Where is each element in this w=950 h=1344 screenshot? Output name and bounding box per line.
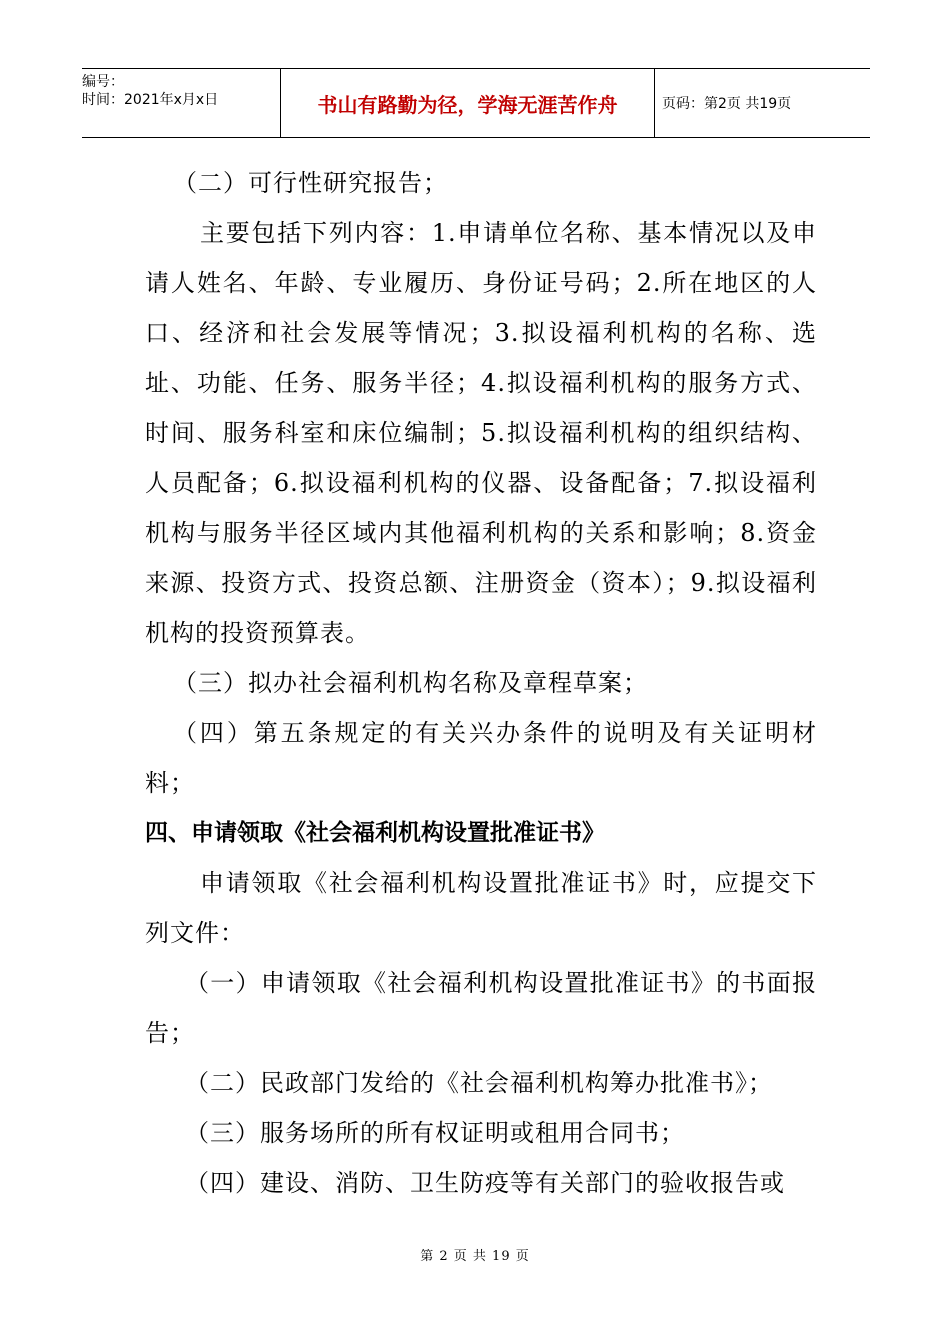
- page-header: [82, 68, 870, 138]
- page-footer: 第 2 页 共 19 页: [420, 1249, 530, 1264]
- paragraph-main-contents: 主要包括下列内容：1.申请单位名称、基本情况以及申请人姓名、年龄、专业履历、身份证号码；2.所在地区的人口、经济和社会发展等情况；3.拟设福利机构的名称、选址、功能、任务、服务半径；4.拟设福利机构的服务方式、时间、服务科室和床位编制；5.拟设福利机构的组织结构、人员配备；6.拟设福利机构的仪器、设备配备；7.拟设福利机构与服务半径区域内其他福利机构的关系和影响；8.资金来源、投资方式、投资总额、注册资金（资本）；9.拟设福利机构的投资预算表。: [145, 219, 817, 647]
- section-heading: 四、申请领取《社会福利机构设置批准证书》: [145, 820, 605, 846]
- list-item-1: （一）申请领取《社会福利机构设置批准证书》的书面报告；: [145, 969, 817, 1047]
- header-motto: 书山有路勤为径，学海无涯苦作舟: [280, 69, 655, 137]
- list-item-3: （三）服务场所的所有权证明或租用合同书；: [185, 1119, 685, 1147]
- doc-number-label: 编号：: [82, 74, 124, 90]
- doc-time-label: 时间：2021年x月x日: [82, 92, 219, 108]
- list-item-4: （四）建设、消防、卫生防疫等有关部门的验收报告或: [185, 1169, 785, 1197]
- header-page-info: 页码：第2页 共19页: [662, 96, 792, 112]
- header-meta: [82, 69, 280, 137]
- paragraph-submit-documents: 申请领取《社会福利机构设置批准证书》时，应提交下列文件：: [145, 869, 817, 947]
- list-item-2: （二）民政部门发给的《社会福利机构筹办批准书》；: [185, 1069, 773, 1097]
- paragraph-feasibility-report: （二）可行性研究报告；: [173, 169, 448, 197]
- paragraph-conditions-proof: （四）第五条规定的有关兴办条件的说明及有关证明材料；: [145, 719, 817, 797]
- paragraph-name-and-charter: （三）拟办社会福利机构名称及章程草案；: [173, 669, 648, 697]
- document-body: [145, 158, 817, 1208]
